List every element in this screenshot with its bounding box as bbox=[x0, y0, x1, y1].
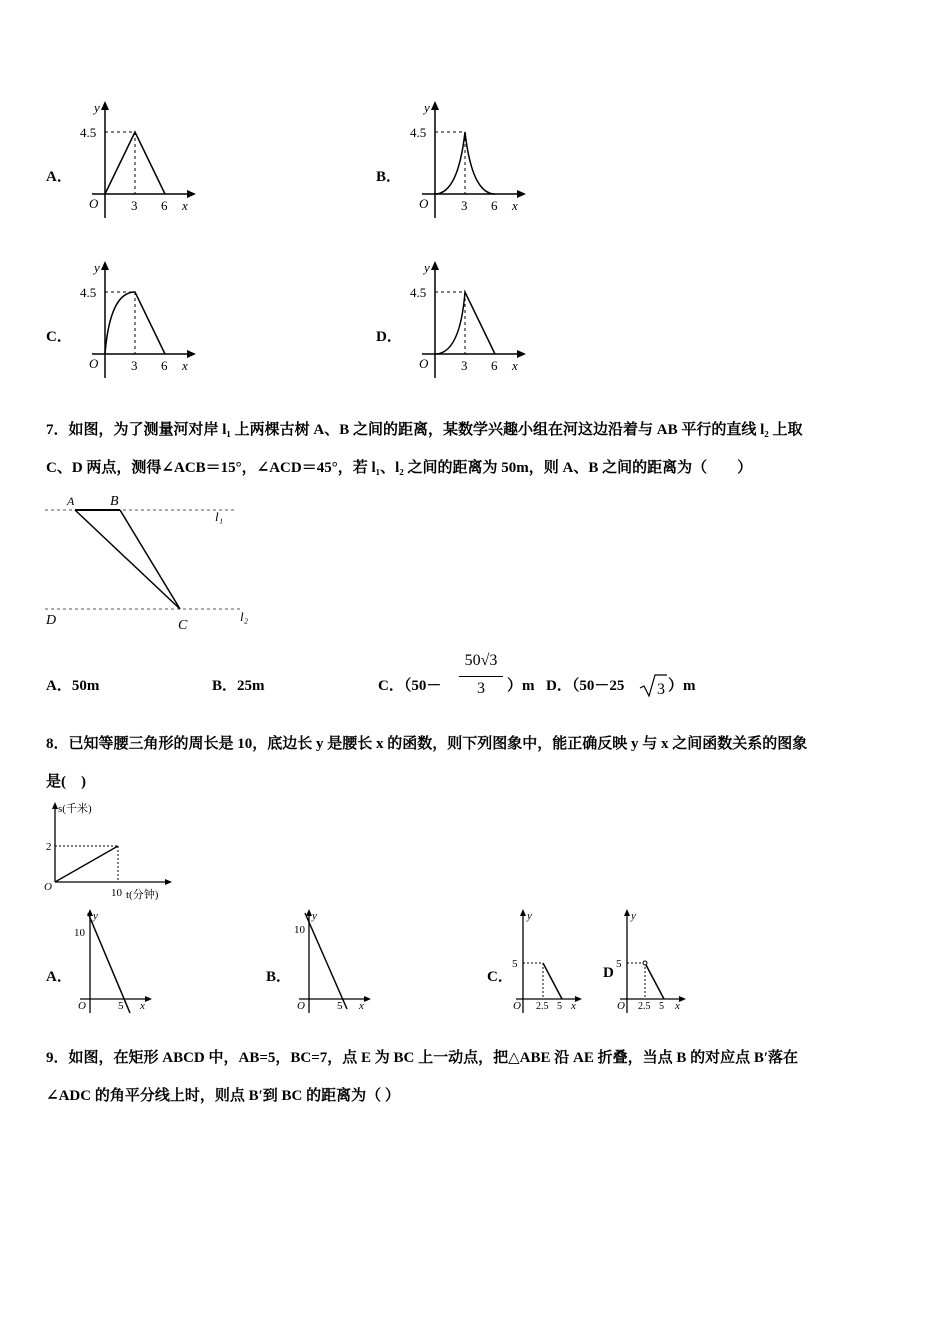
q7-option-d-suffix: ）m bbox=[668, 678, 696, 694]
x-tick: 3 bbox=[461, 198, 468, 213]
q6-option-d-label: D． bbox=[376, 329, 402, 345]
origin-label: O bbox=[419, 196, 429, 211]
origin-label: O bbox=[617, 1000, 625, 1012]
point-b-label: B bbox=[110, 494, 119, 509]
y-axis-label: y bbox=[312, 910, 317, 922]
q9-text-line2: ∠ADC 的角平分线上时，则点 B′到 BC 的距离为（ ） bbox=[46, 1088, 400, 1104]
q9-text-line1: 9．如图，在矩形 ABCD 中，AB=5，BC=7，点 E 为 BC 上一动点，把△ABE 沿 AE 折叠，当点 B 的对应点 B′落在 bbox=[46, 1050, 799, 1066]
sqrt-icon bbox=[639, 673, 669, 699]
q8-text-line2: 是( ) bbox=[46, 774, 86, 790]
x-axis-label: t(分钟) bbox=[126, 889, 159, 901]
x-tick: 5 bbox=[557, 1001, 562, 1012]
q8-option-a-label: A． bbox=[46, 969, 72, 985]
q7-option-c-suffix: ）m bbox=[507, 678, 535, 694]
y-axis-label: y bbox=[94, 260, 100, 275]
y-axis-label: y bbox=[93, 910, 98, 922]
q8-option-c-label: C． bbox=[487, 969, 513, 985]
x-axis-label: x bbox=[512, 358, 518, 373]
q8-graph-c bbox=[508, 905, 588, 1015]
y-axis-label: y bbox=[527, 910, 532, 922]
x-tick: 6 bbox=[161, 198, 168, 213]
line-l2-label: l₂ bbox=[240, 609, 249, 624]
y-tick: 4.5 bbox=[80, 125, 97, 140]
point-a-label: A bbox=[67, 494, 75, 508]
x-tick: 6 bbox=[491, 198, 498, 213]
q6-option-b-label: B． bbox=[376, 169, 402, 185]
x-tick: 3 bbox=[131, 198, 138, 213]
origin-label: O bbox=[89, 356, 99, 371]
origin-label: O bbox=[419, 356, 429, 371]
point-d-label: D bbox=[46, 613, 57, 628]
q8-option-b-label: B． bbox=[266, 969, 292, 985]
x-axis-label: x bbox=[182, 358, 188, 373]
q7-option-b: B．25m bbox=[212, 678, 265, 694]
y-axis-label: y bbox=[424, 260, 430, 275]
x-tick: 3 bbox=[131, 358, 138, 373]
x-axis-label: x bbox=[182, 198, 188, 213]
y-tick: 2 bbox=[46, 841, 52, 853]
origin-label: O bbox=[44, 881, 52, 893]
x-axis-label: x bbox=[571, 1000, 576, 1012]
q7-figure bbox=[40, 490, 270, 635]
x-tick: 3 bbox=[461, 358, 468, 373]
y-axis-label: y bbox=[424, 100, 430, 115]
q8-graph-b bbox=[289, 905, 379, 1015]
point-c-label: C bbox=[178, 618, 188, 633]
origin-label: O bbox=[297, 1000, 305, 1012]
q6-option-a-label: A． bbox=[46, 169, 72, 185]
y-axis-label: y bbox=[94, 100, 100, 115]
q7-option-d-prefix: D．（50－25 bbox=[546, 678, 625, 694]
x-axis-label: x bbox=[140, 1000, 145, 1012]
y-tick: 4.5 bbox=[410, 125, 427, 140]
origin-label: O bbox=[513, 1000, 521, 1012]
q8-text-line1: 8．已知等腰三角形的周长是 10，底边长 y 是腰长 x 的函数，则下列图象中，能正确反映 y 与 x 之间函数关系的图象 bbox=[46, 736, 808, 752]
q6-graph-a bbox=[70, 98, 200, 222]
x-tick: 5 bbox=[337, 1000, 343, 1012]
line-l1-label: l₁ bbox=[215, 509, 224, 524]
y-tick: 10 bbox=[74, 927, 85, 939]
fraction-bar bbox=[459, 676, 503, 677]
y-tick: 10 bbox=[294, 924, 305, 936]
x-tick: 2.5 bbox=[638, 1001, 651, 1012]
q7-option-a: A．50m bbox=[46, 678, 100, 694]
q8-graph-a bbox=[70, 905, 160, 1015]
q6-option-c-label: C． bbox=[46, 329, 72, 345]
y-tick: 5 bbox=[616, 958, 622, 970]
y-tick: 4.5 bbox=[80, 285, 97, 300]
q6-graph-d bbox=[400, 258, 530, 382]
q7-option-d-radicand: 3 bbox=[657, 681, 665, 698]
x-tick: 6 bbox=[161, 358, 168, 373]
x-tick: 2.5 bbox=[536, 1001, 549, 1012]
q6-graph-b bbox=[400, 98, 530, 222]
x-tick: 5 bbox=[118, 1000, 124, 1012]
q8-option-d-label: D bbox=[603, 965, 614, 981]
origin-label: O bbox=[89, 196, 99, 211]
x-axis-label: x bbox=[512, 198, 518, 213]
q7-option-c-denominator: 3 bbox=[477, 680, 485, 697]
origin-label: O bbox=[78, 1000, 86, 1012]
q7-text-line1: 7．如图，为了测量河对岸 l₁ 上两棵古树 A、B 之间的距离，某数学兴趣小组在河这边沿着与 AB 平行的直线 l₂ 上取 bbox=[46, 422, 803, 438]
q6-graph-c bbox=[70, 258, 200, 382]
q7-option-c-prefix: C．（50－ bbox=[378, 678, 442, 694]
x-tick: 10 bbox=[111, 887, 122, 899]
y-tick: 4.5 bbox=[410, 285, 427, 300]
x-axis-label: x bbox=[359, 1000, 364, 1012]
q8-distance-time-graph bbox=[40, 800, 180, 905]
x-axis-label: x bbox=[675, 1000, 680, 1012]
x-tick: 6 bbox=[491, 358, 498, 373]
y-tick: 5 bbox=[512, 958, 518, 970]
x-tick: 5 bbox=[659, 1001, 664, 1012]
q8-graph-d bbox=[612, 905, 692, 1015]
y-axis-label: y bbox=[631, 910, 636, 922]
q7-option-c-numerator: 50√3 bbox=[464, 652, 498, 669]
y-axis-label: s(千米) bbox=[58, 803, 92, 815]
q7-text-line2: C、D 两点，测得∠ACB＝15°，∠ACD＝45°，若 l₁、l₂ 之间的距离为 50m，则 A、B 之间的距离为（ ） bbox=[46, 460, 753, 476]
